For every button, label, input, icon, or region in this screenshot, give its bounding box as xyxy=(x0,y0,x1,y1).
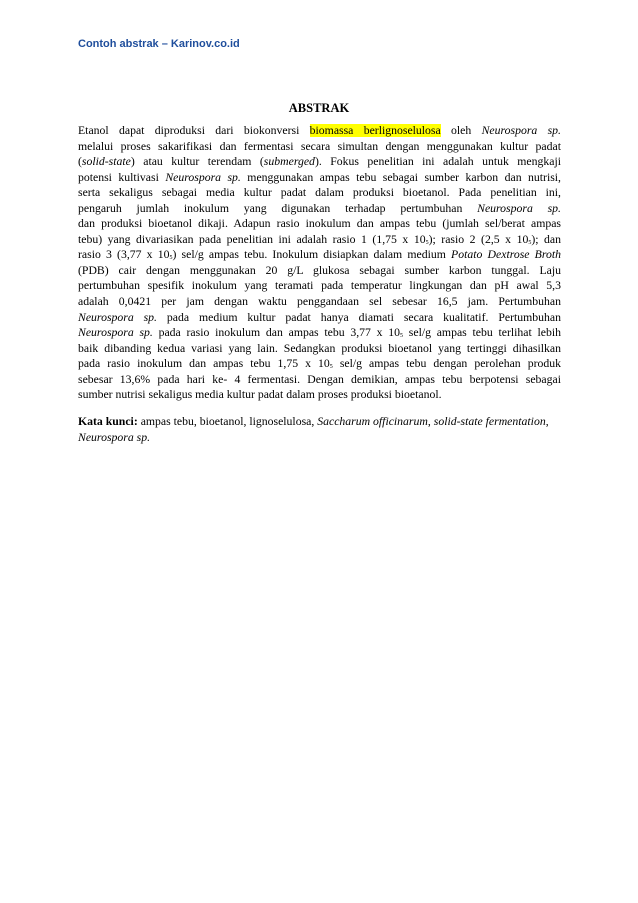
abstract-line: sebesar 13,6% pada hari ke- 4 fermentasi. Dengan demikian, ampas tebu berpotensi sebagai xyxy=(78,372,561,386)
abstract-line: Neurospora sp. pada medium kultur padat hanya diamati secara kualitatif. Pertumbuhan xyxy=(78,310,561,324)
abstract-line: tebu) yang divariasikan pada penelitian ini adalah rasio 1 (1,75 x $10^5$); rasio 2 (2,5 x $10^5$); dan xyxy=(78,232,561,246)
abstract-line: Neurospora sp. pada rasio inokulum dan ampas tebu 3,77 x $10^5$ sel/g ampas tebu terlihat lebih xyxy=(78,326,561,340)
abstract-line: rasio 3 (3,77 x $10^5$) sel/g ampas tebu. Inokulum disiapkan dalam medium Potato Dextrose Broth xyxy=(78,248,561,262)
keywords-label: Kata kunci: xyxy=(78,415,138,428)
keywords xyxy=(78,414,561,445)
abstract-line: potensi kultivasi Neurospora sp. menggunakan ampas tebu sebagai sumber karbon dan nutrisi, xyxy=(78,170,561,184)
abstract-title: ABSTRAK xyxy=(288,101,350,115)
highlighted-text: biomassa berlignoselulosa xyxy=(309,124,441,137)
abstract-line: baik dibanding kedua variasi yang lain. Sedangkan produksi bioetanol yang tertinggi dihasilkan xyxy=(78,341,561,355)
abstract-line: sumber nutrisi sekaligus media kultur padat dalam proses produksi bioetanol. xyxy=(78,388,442,402)
page-header: Contoh abstrak – Karinov.co.id xyxy=(78,38,240,50)
abstract-line: (solid-state) atau kultur terendam (submerged). Fokus penelitian ini adalah untuk mengkaji xyxy=(78,155,561,169)
abstract-line: pada rasio inokulum dan ampas tebu 1,75 x $10^5$ sel/g ampas tebu dengan perolehan produk xyxy=(78,357,561,371)
abstract-line: melalui proses sakarifikasi dan fermentasi secara simultan dengan menggunakan kultur padat xyxy=(78,139,561,153)
abstract-line: (PDB) cair dengan menggunakan 20 g/L glukosa sebagai sumber karbon tunggal. Laju xyxy=(78,263,561,277)
abstract-body xyxy=(78,123,561,403)
abstract-line: pengaruh jumlah inokulum yang digunakan terhadap pertumbuhan Neurospora sp. xyxy=(78,201,561,215)
keywords-line: Kata kunci: ampas tebu, bioetanol, lignoselulosa, Saccharum officinarum, solid-state fermentation, xyxy=(78,415,549,428)
abstract-line: dan produksi bioetanol dikaji. Adapun rasio inokulum dan ampas tebu (jumlah sel/berat ampas xyxy=(78,217,561,231)
abstract-line: adalah 0,0421 per jam dengan waktu penggandaan sel sebesar 16,5 jam. Pertumbuhan xyxy=(78,295,561,309)
abstract-line: Etanol dapat diproduksi dari biokonversi biomassa berlignoselulosa oleh Neurospora sp. xyxy=(78,124,561,137)
keywords-line: Neurospora sp. xyxy=(78,430,151,444)
abstract-line: serta sekaligus sebagai media kultur padat dalam produksi bioetanol. Pada penelitian ini, xyxy=(78,186,561,200)
abstract-line: pertumbuhan spesifik inokulum yang teramati pada temperatur lingkungan dan pH awal 5,3 xyxy=(78,279,561,293)
